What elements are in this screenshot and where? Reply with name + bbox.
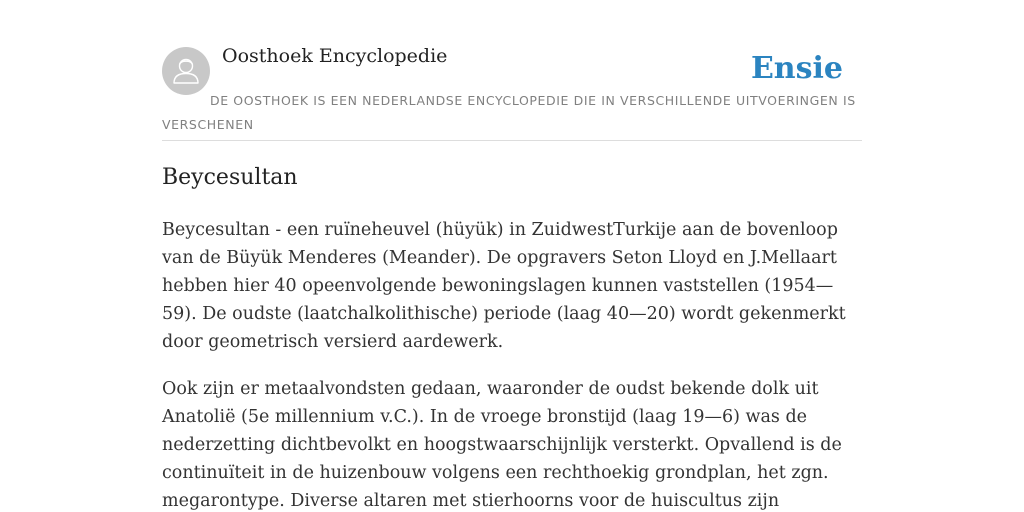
article-paragraph: Beycesultan - een ruïneheuvel (hüyük) in ZuidwestTurkije aan de bovenloop van de Büyük Menderes (Meander). De opgravers Seton Lloyd en J.Mellaart hebben hier 40 opeenvolgende bewoningslagen kunnen vaststellen (1954—59). De oudste (laatchalkolithische) periode (laag 40—20) wordt gekenmerkt door geometrisch versierd aardewerk. xyxy=(162,220,846,352)
source-avatar[interactable] xyxy=(162,47,210,95)
article-paragraph: Ook zijn er metaalvondsten gedaan, waaronder de oudst bekende dolk uit Anatolië (5e millennium v.C.). In de vroege bronstijd (laag 19—6) was de nederzetting dichtbevolkt en hoogstwaarschijnlijk versterkt. Opvallend is de continuïteit in de huizenbouw volgens een rechthoekig grondplan, het zgn. megarontype. Diverse altaren met stierhoorns voor de huiscultus zijn xyxy=(162,379,842,511)
source-header xyxy=(162,0,862,141)
content-container xyxy=(162,0,862,511)
user-placeholder-icon xyxy=(162,47,210,95)
source-description: DE OOSTHOEK IS EEN NEDERLANDSE ENCYCLOPEDIE DIE IN VERSCHILLENDE UITVOERINGEN IS VERSCHENEN xyxy=(162,93,856,132)
ensie-logo-link[interactable]: Ensie xyxy=(750,51,843,86)
article-body xyxy=(162,216,862,512)
article-title: Beycesultan xyxy=(162,165,298,190)
source-name-link[interactable]: Oosthoek Encyclopedie xyxy=(222,45,448,67)
